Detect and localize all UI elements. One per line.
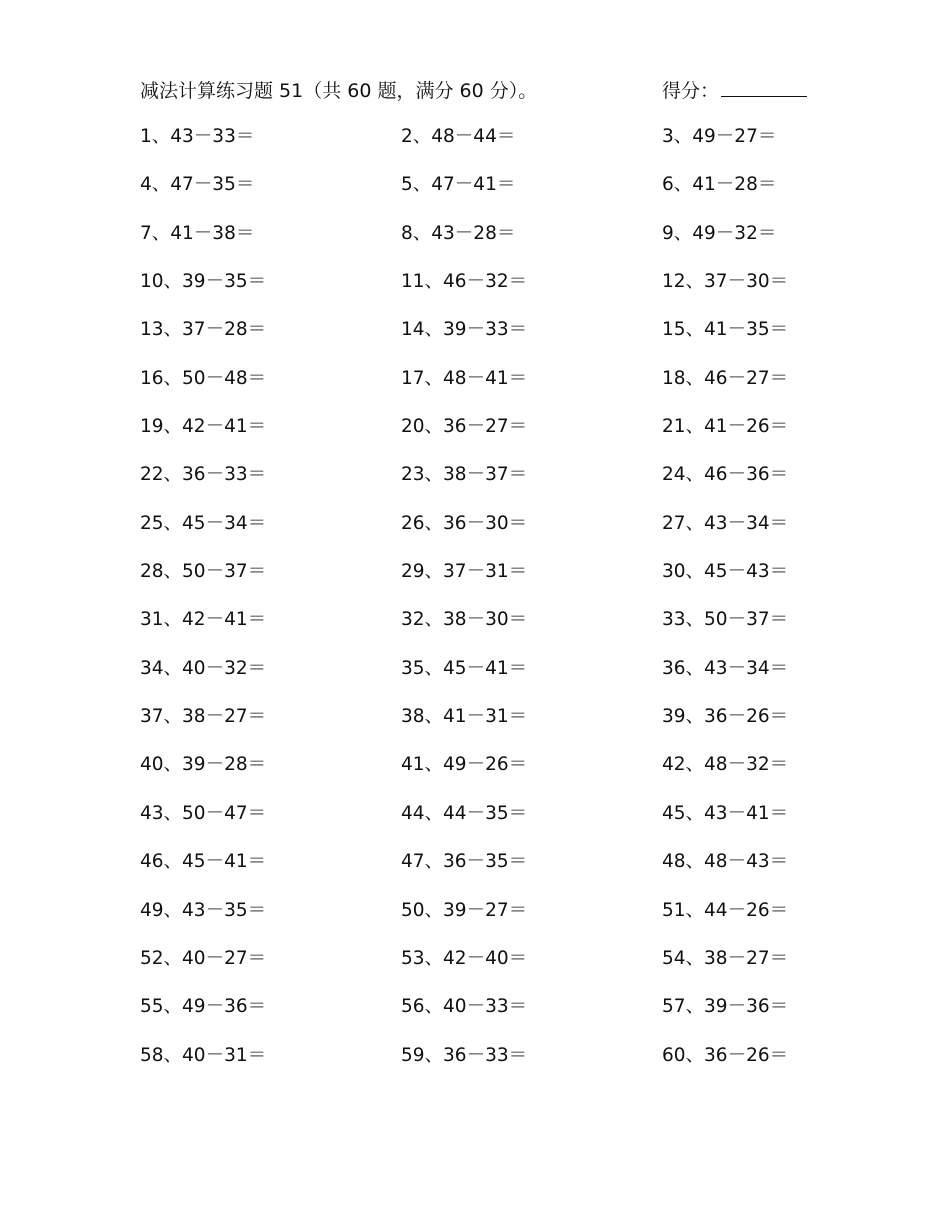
problem-item: 15、41－35＝ xyxy=(662,319,789,341)
problem-item: 1、43－33＝ xyxy=(140,126,255,147)
problem-item: 58、40－31＝ xyxy=(140,1044,267,1066)
problem-item: 55、49－36＝ xyxy=(140,996,267,1018)
problem-item: 14、39－33＝ xyxy=(401,319,528,341)
problem-grid xyxy=(140,124,840,1091)
problem-item: 22、36－33＝ xyxy=(140,464,267,486)
problem-item: 23、38－37＝ xyxy=(401,464,528,486)
problem-item: 8、43－28＝ xyxy=(401,222,516,244)
problem-item: 16、50－48＝ xyxy=(140,367,267,389)
problem-item: 3、49－27＝ xyxy=(662,126,777,147)
problem-item: 11、46－32＝ xyxy=(401,271,528,293)
problem-item: 18、46－27＝ xyxy=(662,367,789,389)
problem-item: 31、42－41＝ xyxy=(140,609,267,631)
problem-item: 4、47－35＝ xyxy=(140,174,255,196)
problem-item: 49、43－35＝ xyxy=(140,899,267,921)
problem-item: 12、37－30＝ xyxy=(662,271,789,293)
problem-item: 43、50－47＝ xyxy=(140,802,267,824)
problem-item: 42、48－32＝ xyxy=(662,754,789,776)
problem-item: 24、46－36＝ xyxy=(662,464,789,486)
problem-item: 9、49－32＝ xyxy=(662,222,777,244)
problem-item: 32、38－30＝ xyxy=(401,609,528,631)
problem-item: 2、48－44＝ xyxy=(401,126,516,147)
problem-item: 13、37－28＝ xyxy=(140,319,267,341)
problem-item: 26、36－30＝ xyxy=(401,512,528,534)
score-area xyxy=(662,76,807,103)
problem-item: 47、36－35＝ xyxy=(401,851,528,873)
problem-item: 40、39－28＝ xyxy=(140,754,267,776)
problem-item: 39、36－26＝ xyxy=(662,706,789,728)
problem-item: 17、48－41＝ xyxy=(401,367,528,389)
worksheet-header xyxy=(140,76,820,104)
score-label: 得分： xyxy=(662,80,720,102)
problem-item: 28、50－37＝ xyxy=(140,561,267,583)
problem-item: 34、40－32＝ xyxy=(140,657,267,679)
problem-item: 57、39－36＝ xyxy=(662,996,789,1018)
problem-item: 35、45－41＝ xyxy=(401,657,528,679)
problem-item: 51、44－26＝ xyxy=(662,899,789,921)
problem-item: 53、42－40＝ xyxy=(401,947,528,969)
problem-item: 54、38－27＝ xyxy=(662,947,789,969)
problem-item: 45、43－41＝ xyxy=(662,802,789,824)
problem-item: 37、38－27＝ xyxy=(140,706,267,728)
problem-item: 33、50－37＝ xyxy=(662,609,789,631)
problem-item: 29、37－31＝ xyxy=(401,561,528,583)
problem-item: 21、41－26＝ xyxy=(662,416,789,438)
problem-item: 60、36－26＝ xyxy=(662,1044,789,1066)
problem-item: 41、49－26＝ xyxy=(401,754,528,776)
problem-item: 7、41－38＝ xyxy=(140,222,255,244)
problem-item: 50、39－27＝ xyxy=(401,899,528,921)
worksheet-title: 减法计算练习题 51（共 60 题，满分 60 分）。 xyxy=(140,80,538,102)
problem-item: 44、44－35＝ xyxy=(401,802,528,824)
problem-item: 5、47－41＝ xyxy=(401,174,516,196)
problem-item: 25、45－34＝ xyxy=(140,512,267,534)
problem-item: 38、41－31＝ xyxy=(401,706,528,728)
problem-item: 20、36－27＝ xyxy=(401,416,528,438)
problem-item: 46、45－41＝ xyxy=(140,851,267,873)
problem-item: 56、40－33＝ xyxy=(401,996,528,1018)
problem-item: 6、41－28＝ xyxy=(662,174,777,196)
problem-item: 10、39－35＝ xyxy=(140,271,267,293)
problem-item: 48、48－43＝ xyxy=(662,851,789,873)
problem-item: 59、36－33＝ xyxy=(401,1044,528,1066)
problem-item: 52、40－27＝ xyxy=(140,947,267,969)
score-blank-line xyxy=(721,78,807,97)
problem-item: 36、43－34＝ xyxy=(662,657,789,679)
problem-item: 19、42－41＝ xyxy=(140,416,267,438)
problem-item: 30、45－43＝ xyxy=(662,561,789,583)
problem-item: 27、43－34＝ xyxy=(662,512,789,534)
